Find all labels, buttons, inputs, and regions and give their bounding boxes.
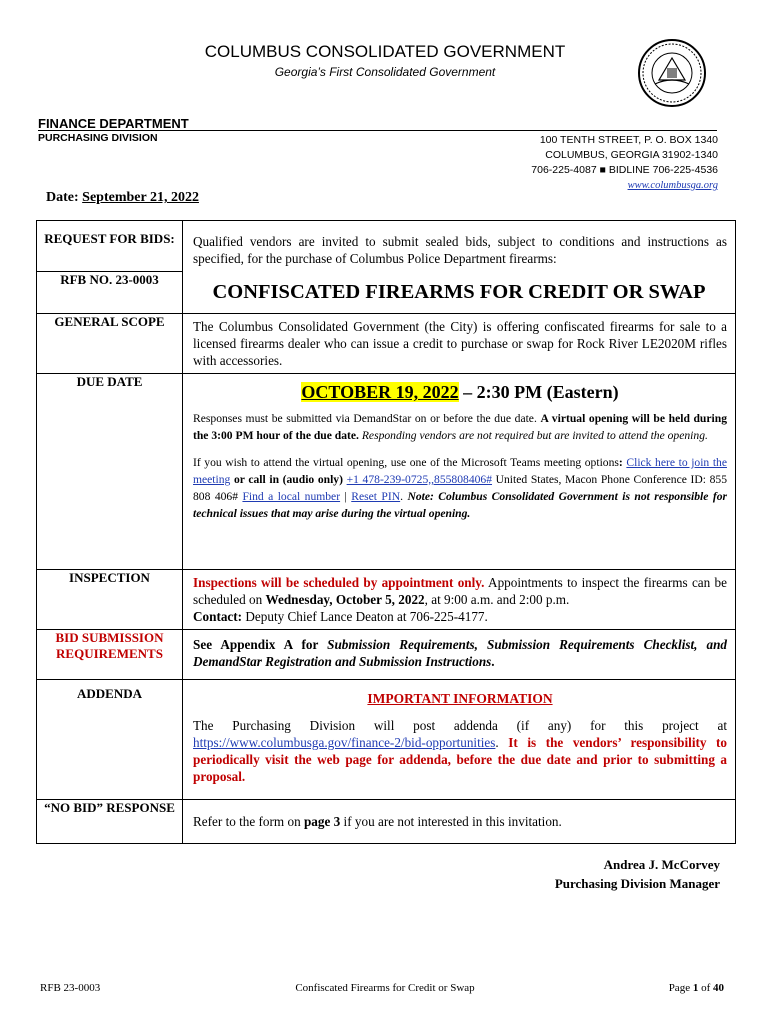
address-block xyxy=(531,133,718,193)
website-link[interactable]: www.columbusga.org xyxy=(627,180,718,191)
no-bid-text-b: if you are not interested in this invitation. xyxy=(340,814,562,829)
local-number-link[interactable]: Find a local number xyxy=(242,490,341,503)
bidline-number: BIDLINE 706-225-4536 xyxy=(608,164,718,176)
phone-number: 706-225-4087 xyxy=(531,164,597,176)
page-current: 1 xyxy=(692,982,699,994)
due-time: – 2:30 PM (Eastern) xyxy=(458,382,619,402)
addenda-period: . xyxy=(495,735,509,750)
due-p1-text: Responses must be submitted via DemandStar on or before the due date. xyxy=(193,412,541,425)
due-paragraph-1 xyxy=(193,410,727,444)
page-total: 40 xyxy=(713,982,724,994)
due-paragraph-2 xyxy=(193,454,727,522)
addenda-label: ADDENDA xyxy=(37,680,183,800)
signature-block xyxy=(555,855,720,893)
addenda-text xyxy=(193,717,727,785)
due-p2-call-in: or call in (audio only) xyxy=(230,473,347,486)
rfb-title-cell xyxy=(183,271,736,314)
due-p2-note: Note: Columbus Consolidated Government is not responsible for technical issues that may arise during the virtual opening. xyxy=(193,490,728,520)
bid-submission-label: BID SUBMISSION REQUIREMENTS xyxy=(37,630,183,680)
inspection-text xyxy=(183,570,736,630)
due-date-heading xyxy=(193,380,727,404)
rfb-number-label: RFB NO. 23-0003 xyxy=(37,271,183,314)
due-p2-period: . xyxy=(400,490,408,503)
signer-title: Purchasing Division Manager xyxy=(554,876,720,891)
document-date xyxy=(46,190,199,206)
due-date-label: DUE DATE xyxy=(37,374,183,570)
request-label: REQUEST FOR BIDS: xyxy=(37,221,183,272)
teams-join-link[interactable]: Click here to join the meeting xyxy=(193,456,727,486)
due-p2-conference: United States, Macon Phone Conference ID: 855 808 406# xyxy=(193,473,727,503)
request-text: Qualified vendors are invited to submit sealed bids, subject to conditions and instructions as specified, for the purchase of Columbus Police Department firearms: xyxy=(183,221,736,272)
bid-opportunities-link[interactable]: https://www.columbusga.gov/finance-2/bid-opportunities xyxy=(193,735,496,750)
bid-text-italic: Submission Requirements, Submission Requirements Checklist, and DemandStar Registration and Submission Instructions xyxy=(193,637,728,669)
date-value: September 21, 2022 xyxy=(82,190,199,205)
important-info-heading: IMPORTANT INFORMATION xyxy=(367,691,553,706)
due-date-value: OCTOBER 19, 2022 xyxy=(301,382,459,402)
link-separator: | xyxy=(340,490,352,503)
addenda-text-a: The Purchasing Division will post addenda (if any) for this project at xyxy=(193,718,727,733)
addenda-cell xyxy=(183,680,736,800)
bid-text-period: . xyxy=(491,654,495,669)
bid-info-table xyxy=(36,220,736,844)
address-street: 100 TENTH STREET, P. O. BOX 1340 xyxy=(539,134,718,146)
due-p2-text: If you wish to attend the virtual opening, use one of the Microsoft Teams meeting options xyxy=(193,456,619,469)
no-bid-text-a: Refer to the form on xyxy=(193,814,304,829)
scope-label: GENERAL SCOPE xyxy=(37,314,183,374)
phone-dial-link[interactable]: +1 478-239-0725,,855808406# xyxy=(346,473,493,486)
reset-pin-link[interactable]: Reset PIN xyxy=(351,490,401,503)
addenda-warning: It is the vendors’ responsibility to periodically visit the web page for addenda, before the due date and prior to submitting a proposal. xyxy=(193,735,728,784)
page-of: of xyxy=(698,982,713,994)
division-name: PURCHASING DIVISION xyxy=(38,132,158,144)
due-p2-colon: : xyxy=(618,456,627,469)
footer-document-title: Confiscated Firearms for Credit or Swap xyxy=(295,982,475,994)
no-bid-label: “NO BID” RESPONSE xyxy=(37,800,183,844)
address-city: COLUMBUS, GEORGIA 31902-1340 xyxy=(545,149,718,161)
date-label: Date: xyxy=(46,190,79,205)
phone-line: 706-225-4087 ■ BIDLINE 706-225-4536 xyxy=(531,164,718,176)
footer-rfb-number: RFB 23-0003 xyxy=(40,982,101,994)
inspection-text-a: Appointments to inspect the firearms can be scheduled on xyxy=(193,575,727,607)
no-bid-text xyxy=(183,800,736,844)
page-subtitle: Georgia’s First Consolidated Government xyxy=(274,65,496,79)
due-p1-bold: A virtual opening will be held during the 3:00 PM hour of the due date. xyxy=(193,412,727,442)
inspection-contact: Deputy Chief Lance Deaton at 706-225-4177. xyxy=(242,609,488,624)
due-date-cell xyxy=(183,374,736,570)
footer-page-number xyxy=(669,982,724,994)
bid-text-a: See Appendix A for xyxy=(193,637,328,652)
bid-submission-text xyxy=(183,630,736,680)
inspection-times: , at 9:00 a.m. and 2:00 p.m. xyxy=(424,592,570,607)
rfb-title: CONFISCATED FIREARMS FOR CREDIT OR SWAP xyxy=(212,281,706,303)
department-name: FINANCE DEPARTMENT xyxy=(38,116,189,131)
city-seal-icon xyxy=(637,38,707,108)
department-divider xyxy=(38,130,717,131)
page-title: COLUMBUS CONSOLIDATED GOVERNMENT xyxy=(204,42,566,61)
inspection-notice: Inspections will be scheduled by appointment only. xyxy=(193,575,485,590)
inspection-date: Wednesday, October 5, 2022 xyxy=(265,592,425,607)
no-bid-page-ref: page 3 xyxy=(303,814,341,829)
inspection-contact-label: Contact: xyxy=(193,609,243,624)
scope-text: The Columbus Consolidated Government (the City) is offering confiscated firearms for sale to a licensed firearms dealer who can issue a credit to purchase or swap for Rock River LE2020M rifles with accessories. xyxy=(183,314,736,374)
page-prefix: Page xyxy=(668,982,693,994)
inspection-label: INSPECTION xyxy=(37,570,183,630)
signer-name: Andrea J. McCorvey xyxy=(603,857,720,872)
due-p1-italic: Responding vendors are not required but are invited to attend the opening. xyxy=(358,429,708,442)
